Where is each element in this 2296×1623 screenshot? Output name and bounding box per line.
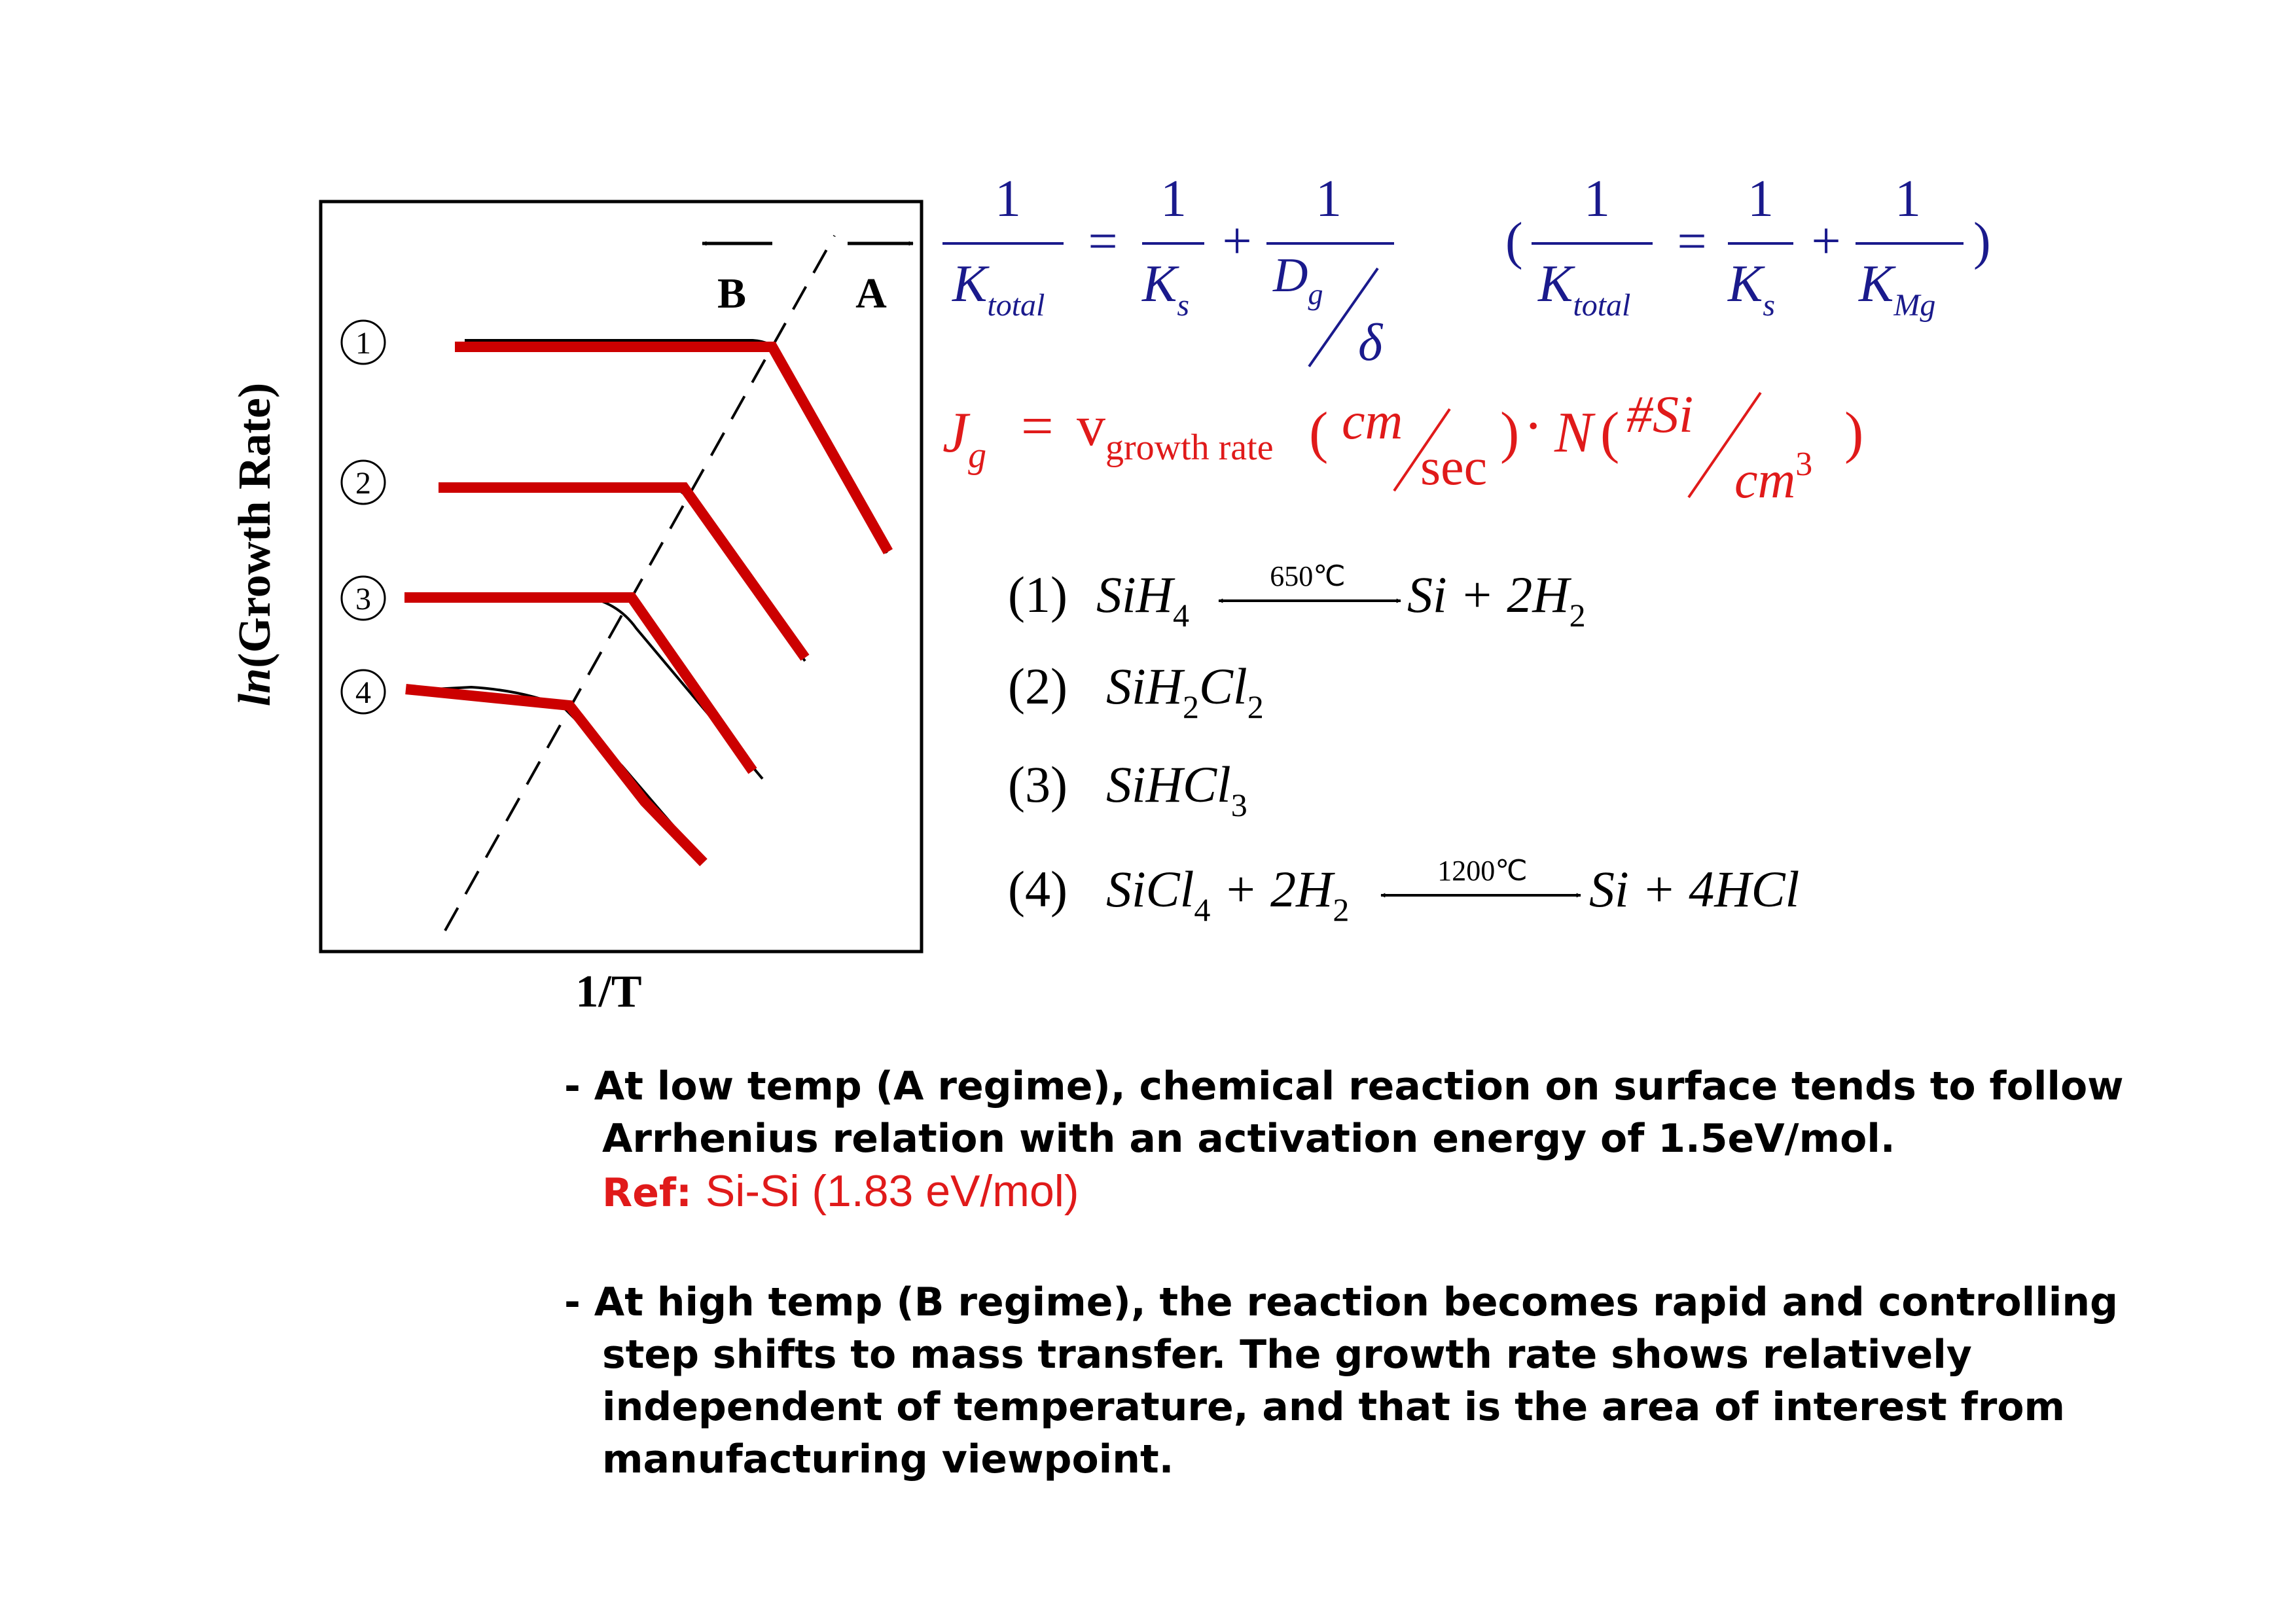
reference-line bbox=[564, 1165, 2240, 1219]
reference-label: Ref: bbox=[602, 1170, 692, 1216]
svg-text:vgrowth rate: $v_{growth rate}$ bbox=[1077, 395, 1274, 468]
svg-text:Si + 2H2: $Si + 2H_2$ bbox=[1407, 566, 1586, 633]
red-curve-4 bbox=[406, 689, 704, 863]
flux-equation bbox=[942, 386, 1863, 509]
svg-text:(: ( bbox=[1309, 401, 1329, 465]
svg-text:(2): (2) bbox=[1008, 658, 1067, 715]
svg-text:SiHCl3: SiHCl$_3$ bbox=[1106, 756, 1247, 823]
high-temp-note-line-2: step shifts to mass transfer. The growth rate shows relatively bbox=[602, 1332, 1972, 1378]
svg-text:#Si: #Si bbox=[1626, 386, 1694, 444]
growth-rate-figure bbox=[230, 202, 922, 1017]
svg-text:1: 1 bbox=[1748, 170, 1774, 228]
reaction-1 bbox=[1008, 560, 1586, 633]
svg-text:sec: sec bbox=[1420, 438, 1488, 496]
svg-text:+: + bbox=[1222, 213, 1252, 270]
svg-text:(3): (3) bbox=[1008, 756, 1067, 813]
low-temp-note-line-2: Arrhenius relation with an activation energy of 1.5eV/mol. bbox=[602, 1116, 1895, 1162]
svg-text:): ) bbox=[1500, 401, 1520, 465]
black-curve-4 bbox=[409, 687, 700, 857]
svg-text:SiCl4 + 2H2: SiCl$_4$ + $2H_2$ bbox=[1106, 861, 1350, 928]
curve-marker-4: 4 bbox=[355, 675, 371, 710]
svg-text:Ks: $K_s$ bbox=[1142, 255, 1190, 323]
svg-text:1: 1 bbox=[1584, 170, 1610, 228]
svg-text:650℃: 650℃ bbox=[1270, 560, 1346, 592]
svg-text:): ) bbox=[1973, 213, 1991, 270]
high-temp-note-line-1: - At high temp (B regime), the reaction becomes rapid and controlling bbox=[564, 1279, 2118, 1325]
svg-text:(1): (1) bbox=[1008, 566, 1067, 623]
regime-b-label: B bbox=[717, 270, 747, 317]
curve-markers bbox=[342, 321, 385, 713]
svg-text:1: 1 bbox=[1160, 170, 1187, 228]
svg-text:N: N bbox=[1554, 401, 1593, 465]
svg-text:1: 1 bbox=[1895, 170, 1921, 228]
svg-text:Ks: $K_s$ bbox=[1728, 255, 1776, 323]
curve-marker-1: 1 bbox=[355, 326, 371, 361]
low-temp-note-line-1: - At low temp (A regime), chemical reaction on surface tends to follow bbox=[564, 1063, 2124, 1109]
rate-constant-equation bbox=[942, 170, 1991, 372]
low-temp-note bbox=[564, 1060, 2240, 1219]
svg-text:SiH4: SiH$_4$ bbox=[1096, 566, 1189, 633]
high-temp-note-line-3: independent of temperature, and that is the area of interest from bbox=[602, 1384, 2066, 1430]
svg-text:cm: cm bbox=[1342, 393, 1403, 450]
high-temp-note-line-4: manufacturing viewpoint. bbox=[602, 1436, 1174, 1482]
reaction-list bbox=[1008, 560, 1799, 928]
svg-text:+: + bbox=[1811, 213, 1841, 270]
reaction-4 bbox=[1008, 855, 1799, 928]
x-axis-label: 1/T bbox=[575, 967, 642, 1017]
svg-text:SiH2Cl2: $SiH_2Cl_2$ bbox=[1106, 658, 1264, 725]
reaction-2 bbox=[1008, 658, 1264, 725]
svg-text:1: 1 bbox=[995, 170, 1021, 228]
svg-text:=: = bbox=[1021, 395, 1054, 458]
curve-marker-2: 2 bbox=[355, 466, 371, 501]
svg-text:=: = bbox=[1088, 213, 1118, 270]
reaction-3 bbox=[1008, 756, 1247, 823]
svg-text:δ: δ bbox=[1358, 314, 1383, 372]
curve-marker-3: 3 bbox=[355, 582, 371, 616]
svg-text:(4): (4) bbox=[1008, 861, 1067, 918]
regime-a-label: A bbox=[855, 270, 887, 317]
red-curve-3 bbox=[404, 597, 753, 771]
reference-value: Si-Si (1.83 eV/mol) bbox=[705, 1166, 1079, 1216]
svg-text:Jg: $J_g$ bbox=[942, 401, 987, 476]
svg-text:·: · bbox=[1524, 395, 1543, 458]
svg-text:Ktotal: $K_{total}$ bbox=[952, 255, 1045, 323]
svg-text:Si + 4HCl: Si + 4HCl bbox=[1589, 861, 1800, 918]
svg-text:): ) bbox=[1844, 401, 1864, 465]
svg-text:KMg: $K_{Mg}$ bbox=[1859, 255, 1936, 323]
svg-text:1200℃: 1200℃ bbox=[1437, 855, 1528, 887]
red-curve-1 bbox=[455, 347, 888, 552]
svg-text:Dg: $D_g$ bbox=[1273, 249, 1323, 311]
red-curves bbox=[404, 347, 888, 863]
svg-text:=: = bbox=[1677, 213, 1707, 270]
svg-text:(: ( bbox=[1600, 401, 1620, 465]
svg-text:Ktotal: $K_{total}$ bbox=[1538, 255, 1631, 323]
plot-frame bbox=[321, 202, 922, 952]
svg-text:1: 1 bbox=[1316, 170, 1342, 228]
svg-text:cm3: $cm^3$ bbox=[1734, 446, 1813, 509]
y-axis-label: ln(Growth Rate) bbox=[230, 382, 280, 707]
red-curve-2 bbox=[439, 488, 805, 658]
svg-text:(: ( bbox=[1505, 213, 1523, 270]
high-temp-note bbox=[564, 1276, 2240, 1486]
